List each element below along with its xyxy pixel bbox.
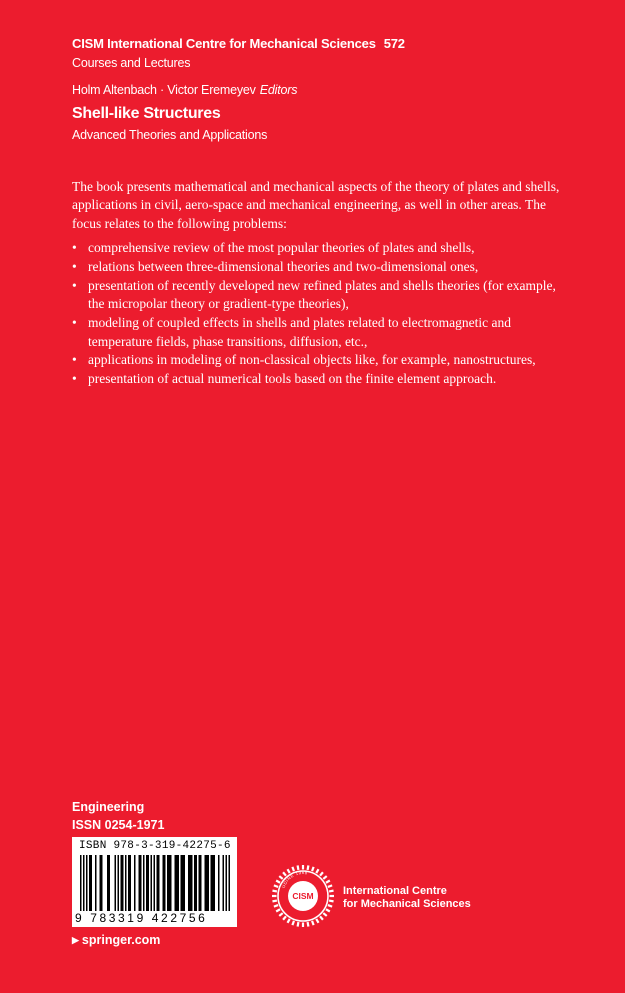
- website-text: springer.com: [81, 933, 161, 947]
- editor-role: Editors: [259, 83, 298, 97]
- barcode-bar: [205, 855, 210, 911]
- book-description: The book presents mathematical and mechanical aspects of the theory of plates and shells, applications in civil, aero-space and mechanical engineering, as well in other areas. The focus relates to the following problems:: [72, 179, 560, 231]
- seal-tooth: [298, 865, 299, 869]
- barcode-bar: [163, 855, 166, 911]
- bullet-icon: •: [72, 258, 77, 274]
- topic-list: [72, 239, 562, 389]
- triangle-right-icon: ▶: [72, 935, 79, 945]
- barcode-bar: [194, 855, 197, 911]
- barcode-bar: [95, 855, 97, 911]
- issn-number: ISSN 0254-1971: [72, 818, 165, 832]
- subject-category: Engineering: [72, 800, 145, 814]
- barcode-bar: [211, 855, 216, 911]
- barcode-bar: [143, 855, 145, 911]
- isbn-barcode: [72, 837, 237, 927]
- seal-tooth: [288, 919, 290, 923]
- seal-tooth: [308, 865, 309, 869]
- list-item: [72, 258, 562, 276]
- seal-tooth: [283, 872, 286, 875]
- barcode-bar: [134, 855, 136, 911]
- seal-tooth: [279, 876, 282, 879]
- seal-tooth: [328, 885, 332, 887]
- book-title: Shell-like Structures: [72, 105, 221, 122]
- cism-ring-text: UDINE 1968: [280, 869, 309, 889]
- barcode-bar: [86, 855, 88, 911]
- barcode-bar: [83, 855, 85, 911]
- seal-tooth: [298, 922, 299, 926]
- list-item: [72, 314, 562, 351]
- seal-tooth: [274, 905, 278, 907]
- barcode-bar: [175, 855, 180, 911]
- bullet-icon: •: [72, 315, 77, 331]
- bullet-icon: •: [72, 277, 77, 293]
- barcode-bar: [115, 855, 117, 911]
- bullet-icon: •: [72, 371, 77, 387]
- cism-center-text: CISM: [292, 891, 314, 901]
- barcode-bar: [157, 855, 160, 911]
- seal-tooth: [272, 891, 276, 892]
- list-item-text: applications in modeling of non-classical objects like, for example, nanostructures,: [88, 352, 536, 368]
- barcode-bar: [154, 855, 156, 911]
- barcode-bar: [218, 855, 220, 911]
- list-item: [72, 277, 562, 314]
- bullet-icon: •: [72, 240, 77, 255]
- seal-tooth: [308, 922, 309, 926]
- list-item-text: presentation of actual numerical tools based on the finite element approach.: [88, 371, 497, 387]
- cism-caption-line2: for Mechanical Sciences: [343, 898, 471, 910]
- seal-tooth: [292, 867, 294, 871]
- editors-line: [72, 83, 297, 97]
- seal-tooth: [326, 909, 330, 911]
- seal-tooth: [329, 891, 333, 892]
- seal-tooth: [276, 909, 280, 911]
- series-header: [72, 36, 405, 51]
- series-number: 572: [383, 36, 405, 51]
- barcode-bar: [226, 855, 228, 911]
- barcode-bar: [229, 855, 231, 911]
- list-item: [72, 239, 562, 257]
- seal-tooth: [279, 913, 282, 916]
- list-item-text: relations between three-dimensional theories and two-dimensional ones,: [88, 258, 479, 274]
- cism-caption-line1: International Centre: [343, 885, 447, 897]
- barcode-bar: [223, 855, 225, 911]
- seal-tooth: [312, 867, 314, 871]
- seal-tooth: [326, 881, 330, 883]
- barcode-bar: [188, 855, 193, 911]
- list-item: [72, 351, 562, 369]
- series-subtitle: Courses and Lectures: [72, 56, 191, 70]
- barcode-bar: [167, 855, 172, 911]
- series-name: CISM International Centre for Mechanical Sciences: [72, 36, 376, 51]
- barcode-bar: [107, 855, 110, 911]
- seal-tooth: [320, 872, 323, 875]
- barcode-bar: [139, 855, 142, 911]
- cism-caption: [343, 885, 471, 911]
- seal-tooth: [316, 919, 318, 923]
- list-item-text: presentation of recently developed new refined plates and shells theories (for example, the micropolar theory or gradient-type theories),: [88, 277, 556, 312]
- barcode-bar: [151, 855, 153, 911]
- barcode-bar: [80, 855, 82, 911]
- publisher-website[interactable]: [72, 933, 160, 947]
- seal-tooth: [328, 905, 332, 907]
- isbn-label: ISBN 978-3-319-42275-6: [79, 840, 231, 852]
- seal-tooth: [320, 916, 323, 919]
- seal-tooth: [276, 881, 280, 883]
- barcode-bar: [181, 855, 186, 911]
- barcode-bar: [118, 855, 120, 911]
- list-item-text: comprehensive review of the most popular theories of plates and shells,: [88, 240, 475, 255]
- seal-tooth: [272, 901, 276, 902]
- seal-tooth: [316, 869, 318, 873]
- seal-tooth: [323, 913, 326, 916]
- ean-digits: 9 783319 422756: [75, 911, 208, 925]
- barcode-bar: [121, 855, 124, 911]
- book-subtitle: Advanced Theories and Applications: [72, 128, 268, 142]
- editor-names: Holm Altenbach · Victor Eremeyev: [72, 83, 256, 97]
- barcode-bar: [146, 855, 149, 911]
- bullet-icon: •: [72, 352, 77, 368]
- seal-tooth: [329, 901, 333, 902]
- barcode-bar: [199, 855, 202, 911]
- barcode-bar: [100, 855, 103, 911]
- list-item-text: modeling of coupled effects in shells and plates related to electromagnetic and temperature fields, phase transitions, diffusion, etc.,: [88, 315, 511, 349]
- barcode-bar: [128, 855, 131, 911]
- seal-tooth: [283, 916, 286, 919]
- barcode-icon: [80, 855, 230, 911]
- seal-tooth: [292, 921, 294, 925]
- list-item: [72, 370, 562, 388]
- seal-tooth: [323, 876, 326, 879]
- seal-tooth: [288, 869, 290, 873]
- cism-seal-icon: [270, 863, 336, 929]
- seal-tooth: [312, 921, 314, 925]
- seal-tooth: [274, 885, 278, 887]
- barcode-bar: [125, 855, 127, 911]
- barcode-bar: [89, 855, 92, 911]
